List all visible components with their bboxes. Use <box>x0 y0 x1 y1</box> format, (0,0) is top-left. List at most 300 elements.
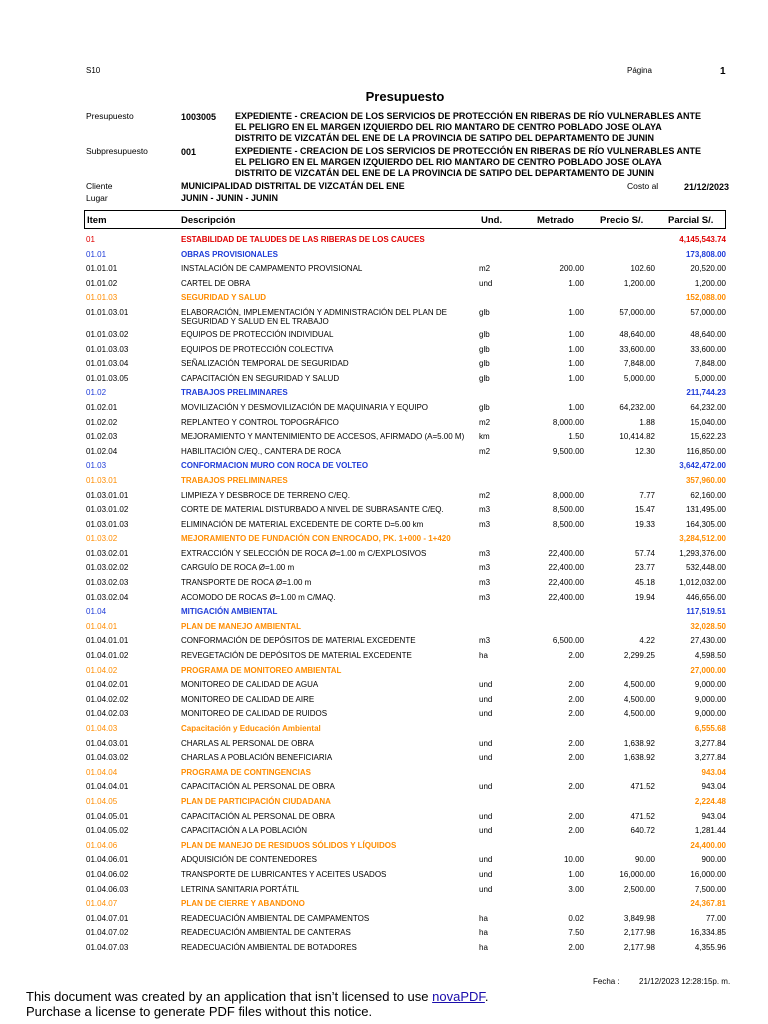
cell-parcial: 117,519.51 <box>686 607 726 617</box>
cell-parcial: 164,305.00 <box>685 519 726 529</box>
cell-precio: 16,000.00 <box>619 869 655 879</box>
cell-item: 01.04.02.02 <box>86 694 129 704</box>
table-row <box>0 489 768 504</box>
cell-precio: 45.18 <box>634 578 655 588</box>
cell-item: 01.02.03 <box>86 432 118 442</box>
cell-unit: und <box>479 709 493 719</box>
table-row <box>0 853 768 868</box>
cell-metrado: 22,400.00 <box>548 592 584 602</box>
cell-description: MONITOREO DE CALIDAD DE RUIDOS <box>181 709 328 719</box>
cell-parcial: 24,400.00 <box>690 840 726 850</box>
cell-parcial: 57,000.00 <box>690 307 726 317</box>
cell-unit: und <box>479 694 493 704</box>
cell-parcial: 48,640.00 <box>690 329 726 339</box>
cell-precio: 4,500.00 <box>623 680 655 690</box>
cell-precio: 19.33 <box>634 519 655 529</box>
cell-parcial: 4,145,543.74 <box>679 235 726 244</box>
cell-description: CONFORMACION MURO CON ROCA DE VOLTEO <box>181 461 369 471</box>
cell-metrado: 3.00 <box>568 884 584 894</box>
cell-unit: m2 <box>479 490 491 500</box>
cell-parcial: 4,355.96 <box>694 942 726 952</box>
cell-metrado: 2.00 <box>568 782 584 792</box>
cell-unit: glb <box>479 344 490 354</box>
cell-parcial: 3,277.84 <box>694 738 726 748</box>
cell-description: CAPACITACIÓN AL PERSONAL DE OBRA <box>181 811 335 821</box>
cell-item: 01.04.06.03 <box>86 884 129 894</box>
table-row <box>0 401 768 416</box>
table-row <box>0 503 768 518</box>
cell-description: CHARLAS A POBLACIÓN BENEFICIARIA <box>181 753 333 763</box>
notice-line-2: Purchase a license to generate PDF files without this notice. <box>26 1004 373 1019</box>
cell-description: MEJORAMIENTO Y MANTENIMIENTO DE ACCESOS, AFIRMADO (A=5.00 M) <box>181 432 465 442</box>
cell-parcial: 5,000.00 <box>694 373 726 383</box>
budget-table-body <box>0 233 768 956</box>
cell-description: ACOMODO DE ROCAS Ø=1.00 m C/MAQ. <box>181 592 336 602</box>
table-row-group <box>0 664 768 679</box>
cell-description: EQUIPOS DE PROTECCIÓN COLECTIVA <box>181 344 334 354</box>
cell-precio: 2,177.98 <box>623 942 655 952</box>
table-row <box>0 262 768 277</box>
cell-description: LIMPIEZA Y DESBROCE DE TERRENO C/EQ. <box>181 490 350 500</box>
cell-parcial: 16,334.85 <box>690 928 726 938</box>
cell-unit: km <box>479 432 490 442</box>
cell-metrado: 1.00 <box>568 373 584 383</box>
cell-unit: m3 <box>479 592 491 602</box>
cell-precio: 48,640.00 <box>619 329 655 339</box>
cell-description: TRANSPORTE DE ROCA Ø=1.00 m <box>181 578 312 588</box>
cell-unit: glb <box>479 373 490 383</box>
cell-metrado: 1.00 <box>568 329 584 339</box>
cell-item: 01.02 <box>86 388 107 398</box>
cell-metrado: 8,500.00 <box>552 505 584 515</box>
cell-unit: m3 <box>479 519 491 529</box>
table-row <box>0 445 768 460</box>
cell-item: 01.03.02.01 <box>86 548 129 558</box>
cell-item: 01.04 <box>86 607 107 617</box>
cell-precio: 102.60 <box>630 264 655 274</box>
table-row <box>0 912 768 927</box>
cell-unit: m3 <box>479 578 491 588</box>
cell-unit: m3 <box>479 563 491 573</box>
cell-description: ELIMINACIÓN DE MATERIAL EXCEDENTE DE CORTE D=5.00 km <box>181 519 424 529</box>
table-row <box>0 561 768 576</box>
cell-unit: und <box>479 680 493 690</box>
report-code: S10 <box>86 66 101 75</box>
cell-item: 01.04.05.01 <box>86 811 129 821</box>
table-row <box>0 357 768 372</box>
cell-description: CARTEL DE OBRA <box>181 278 251 288</box>
cell-parcial: 1,281.44 <box>694 826 726 836</box>
presupuesto-label: Presupuesto <box>86 111 134 121</box>
page-title: Presupuesto <box>365 89 445 104</box>
cell-parcial: 27,000.00 <box>690 665 726 675</box>
cell-parcial: 15,622.23 <box>690 432 726 442</box>
cell-item: 01.04.07.02 <box>86 928 129 938</box>
cliente-label: Cliente <box>86 181 113 191</box>
cell-metrado: 1.00 <box>568 307 584 317</box>
table-row <box>0 649 768 664</box>
cell-item: 01.03.01 <box>86 475 118 485</box>
cell-item: 01.04.01 <box>86 621 118 631</box>
cell-item: 01.03.02.03 <box>86 578 129 588</box>
cell-metrado: 6,500.00 <box>552 636 584 646</box>
cell-parcial: 6,555.68 <box>694 724 726 733</box>
table-row <box>0 372 768 387</box>
novapdf-link[interactable]: novaPDF <box>432 989 485 1004</box>
cell-item: 01.01.03 <box>86 293 118 303</box>
cell-parcial: 1,200.00 <box>694 278 726 288</box>
cell-unit: und <box>479 782 493 792</box>
cell-description: MONITOREO DE CALIDAD DE AIRE <box>181 694 315 704</box>
cell-unit: und <box>479 738 493 748</box>
table-row <box>0 634 768 649</box>
cell-unit: m3 <box>479 505 491 515</box>
costo-date: 21/12/2023 <box>684 182 730 192</box>
page-label: Página <box>627 66 652 75</box>
cell-item: 01.02.04 <box>86 446 118 456</box>
cell-metrado: 2.00 <box>568 942 584 952</box>
cell-item: 01.03.02 <box>86 534 118 544</box>
cell-parcial: 131,495.00 <box>685 505 726 515</box>
cell-parcial: 943.04 <box>701 811 726 821</box>
cell-parcial: 20,520.00 <box>690 264 726 274</box>
cell-precio: 4.22 <box>639 636 655 646</box>
cell-unit: m2 <box>479 264 491 274</box>
page-number: 1 <box>720 66 726 77</box>
column-parcial: Parcial S/. <box>668 215 714 226</box>
cell-item: 01.02.01 <box>86 402 118 412</box>
cell-description: READECUACIÓN AMBIENTAL DE CAMPAMENTOS <box>181 913 370 923</box>
cell-metrado: 22,400.00 <box>548 548 584 558</box>
cell-precio: 1.88 <box>639 417 655 427</box>
cell-description: CAPACITACIÓN EN SEGURIDAD Y SALUD <box>181 373 340 383</box>
cell-parcial: 33,600.00 <box>690 344 726 354</box>
cell-description: TRANSPORTE DE LUBRICANTES Y ACEITES USADOS <box>181 869 387 879</box>
cell-description: READECUACIÓN AMBIENTAL DE CANTERAS <box>181 928 351 938</box>
cell-precio: 7,848.00 <box>623 359 655 369</box>
cell-description: CONFORMACIÓN DE DEPÓSITOS DE MATERIAL EXCEDENTE <box>181 636 416 646</box>
cell-parcial: 173,808.00 <box>685 249 726 259</box>
cell-item: 01.01.03.03 <box>86 344 129 354</box>
column-metrado: Metrado <box>537 215 574 226</box>
cell-description: MOVILIZACIÓN Y DESMOVILIZACIÓN DE MAQUINARIA Y EQUIPO <box>181 402 429 412</box>
cell-description: MONITOREO DE CALIDAD DE AGUA <box>181 680 319 690</box>
cell-description: PLAN DE CIERRE Y ABANDONO <box>181 899 305 909</box>
cell-precio: 64,232.00 <box>619 402 655 412</box>
cell-item: 01.01.03.05 <box>86 373 129 383</box>
table-row <box>0 868 768 883</box>
cell-item: 01.01.03.04 <box>86 359 129 369</box>
cell-item: 01.04.06.02 <box>86 869 129 879</box>
cell-metrado: 1.00 <box>568 359 584 369</box>
table-row-group <box>0 291 768 306</box>
cell-unit: m3 <box>479 548 491 558</box>
cell-metrado: 22,400.00 <box>548 563 584 573</box>
cell-description: EXTRACCIÓN Y SELECCIÓN DE ROCA Ø=1.00 m C/EXPLOSIVOS <box>181 548 427 558</box>
cell-unit: und <box>479 753 493 763</box>
column-descripcion: Descripción <box>181 215 236 226</box>
cell-unit: und <box>479 884 493 894</box>
cell-precio: 19.94 <box>634 592 655 602</box>
column-und: Und. <box>481 215 503 226</box>
cell-metrado: 1.00 <box>568 869 584 879</box>
cell-description: MEJORAMIENTO DE FUNDACIÓN CON ENROCADO, PK. 1+000 - 1+420 <box>181 534 451 544</box>
subpresupuesto-description: EXPEDIENTE - CREACION DE LOS SERVICIOS DE PROTECCIÓN EN RIBERAS DE RÍO VULNERABLES ANTE EL PELIGRO EN EL MARGEN IZQUIERDO DEL RIO MANTARO DE CENTRO POBLADO JOSE OLAYA DISTRITO DE VIZCATÁN DEL ENE DE LA PROVINCIA DE SATIPO DEL DEPARTAMENTO DE JUNIN <box>235 146 702 178</box>
table-row <box>0 926 768 941</box>
cell-description: CORTE DE MATERIAL DISTURBADO A NIVEL DE SUBRASANTE C/EQ. <box>181 505 444 515</box>
fecha-value: 21/12/2023 12:28:15p. m. <box>639 977 731 986</box>
table-row-group <box>0 897 768 912</box>
cell-metrado: 8,000.00 <box>552 490 584 500</box>
cell-description: PROGRAMA DE CONTINGENCIAS <box>181 767 311 777</box>
cell-parcial: 9,000.00 <box>694 680 726 690</box>
cell-metrado: 0.02 <box>568 913 584 923</box>
cell-item: 01.04.01.01 <box>86 636 129 646</box>
cell-metrado: 22,400.00 <box>548 578 584 588</box>
cell-metrado: 10.00 <box>563 855 584 865</box>
cell-item: 01.04.03.01 <box>86 738 129 748</box>
table-row <box>0 591 768 606</box>
notice-line-1 <box>26 989 489 1004</box>
cell-metrado: 1.50 <box>568 432 584 442</box>
cell-unit: m2 <box>479 417 491 427</box>
cell-precio: 1,200.00 <box>623 278 655 288</box>
cell-precio: 2,299.25 <box>623 651 655 661</box>
cell-parcial: 77.00 <box>705 913 726 923</box>
table-row <box>0 416 768 431</box>
cell-description: INSTALACIÓN DE CAMPAMENTO PROVISIONAL <box>181 264 363 274</box>
table-row <box>0 277 768 292</box>
cell-metrado: 2.00 <box>568 753 584 763</box>
table-row <box>0 810 768 825</box>
cell-metrado: 2.00 <box>568 680 584 690</box>
cell-precio: 471.52 <box>630 782 655 792</box>
table-row <box>0 737 768 752</box>
table-row <box>0 824 768 839</box>
table-row <box>0 941 768 956</box>
cell-parcial: 32,028.50 <box>690 621 726 631</box>
cell-description: PLAN DE MANEJO AMBIENTAL <box>181 621 301 631</box>
cell-item: 01.04.04.01 <box>86 782 129 792</box>
cell-item: 01.01.03.02 <box>86 329 129 339</box>
cell-parcial: 15,040.00 <box>690 417 726 427</box>
cell-item: 01.04.02 <box>86 665 118 675</box>
cell-unit: und <box>479 869 493 879</box>
notice-text: This document was created by an application that isn’t licensed to use <box>26 989 433 1004</box>
cell-description: SEGURIDAD Y SALUD <box>181 293 267 303</box>
cell-precio: 23.77 <box>634 563 655 573</box>
cell-unit: glb <box>479 402 490 412</box>
cell-description: TRABAJOS PRELIMINARES <box>181 388 288 398</box>
cell-metrado: 2.00 <box>568 694 584 704</box>
cell-item: 01.04.03.02 <box>86 753 129 763</box>
cell-parcial: 24,367.81 <box>690 899 726 909</box>
cell-item: 01.04.06 <box>86 840 118 850</box>
cell-parcial: 27,430.00 <box>690 636 726 646</box>
cell-precio: 2,177.98 <box>623 928 655 938</box>
cell-unit: und <box>479 278 493 288</box>
cell-description: ESTABILIDAD DE TALUDES DE LAS RIBERAS DE LOS CAUCES <box>181 235 425 244</box>
cell-item: 01.04.02.01 <box>86 680 129 690</box>
cell-parcial: 4,598.50 <box>694 651 726 661</box>
cell-item: 01.01 <box>86 249 107 259</box>
cell-unit: glb <box>479 307 490 317</box>
table-row <box>0 707 768 722</box>
cell-item: 01.03.02.02 <box>86 563 129 573</box>
table-row-group <box>0 839 768 854</box>
cell-unit: glb <box>479 329 490 339</box>
table-row <box>0 518 768 533</box>
table-row-group <box>0 386 768 401</box>
cell-precio: 12.30 <box>634 446 655 456</box>
cell-description: MITIGACIÓN AMBIENTAL <box>181 607 278 617</box>
cell-item: 01.04.04 <box>86 767 118 777</box>
cell-description: ELABORACIÓN, IMPLEMENTACIÓN Y ADMINISTRACIÓN DEL PLAN DE SEGURIDAD Y SALUD EN EL TRABAJO <box>181 307 447 326</box>
cell-item: 01.04.07 <box>86 899 118 909</box>
cell-item: 01.04.07.03 <box>86 942 129 952</box>
cell-parcial: 152,088.00 <box>685 293 726 303</box>
cell-metrado: 8,000.00 <box>552 417 584 427</box>
cell-precio: 1,638.92 <box>623 738 655 748</box>
cell-metrado: 2.00 <box>568 709 584 719</box>
cell-item: 01.04.01.02 <box>86 651 129 661</box>
cell-precio: 15.47 <box>634 505 655 515</box>
cell-item: 01.04.07.01 <box>86 913 129 923</box>
table-row <box>0 883 768 898</box>
cell-metrado: 8,500.00 <box>552 519 584 529</box>
cell-precio: 4,500.00 <box>623 709 655 719</box>
cell-metrado: 2.00 <box>568 826 584 836</box>
column-item: Item <box>87 215 107 226</box>
cell-metrado: 7.50 <box>568 928 584 938</box>
cell-description: PROGRAMA DE MONITOREO AMBIENTAL <box>181 665 342 675</box>
cell-precio: 10,414.82 <box>619 432 655 442</box>
table-row-group <box>0 233 768 248</box>
license-notice <box>26 989 489 1019</box>
table-header <box>84 210 726 229</box>
cell-item: 01.04.05 <box>86 796 118 806</box>
cell-parcial: 3,277.84 <box>694 753 726 763</box>
presupuesto-description: EXPEDIENTE - CREACION DE LOS SERVICIOS DE PROTECCIÓN EN RIBERAS DE RÍO VULNERABLES ANTE EL PELIGRO EN EL MARGEN IZQUIERDO DEL RIO MANTARO DE CENTRO POBLADO JOSE OLAYA DISTRITO DE VIZCATÁN DEL ENE DE LA PROVINCIA DE SATIPO DEL DEPARTAMENTO DE JUNIN <box>235 111 702 143</box>
table-row-group <box>0 248 768 263</box>
cell-metrado: 2.00 <box>568 811 584 821</box>
lugar-value: JUNIN - JUNIN - JUNIN <box>181 193 279 203</box>
cell-unit: ha <box>479 928 488 938</box>
table-row <box>0 328 768 343</box>
cell-description: SEÑALIZACIÓN TEMPORAL DE SEGURIDAD <box>181 359 349 369</box>
table-row-group <box>0 620 768 635</box>
cell-precio: 471.52 <box>630 811 655 821</box>
lugar-label: Lugar <box>86 193 108 203</box>
cell-metrado: 2.00 <box>568 738 584 748</box>
cell-unit: und <box>479 826 493 836</box>
cell-item: 01 <box>86 235 95 244</box>
table-row-group <box>0 474 768 489</box>
cell-description: PLAN DE PARTICIPACIÓN CIUDADANA <box>181 796 331 806</box>
cell-unit: m3 <box>479 636 491 646</box>
cell-precio: 1,638.92 <box>623 753 655 763</box>
cell-item: 01.01.02 <box>86 278 118 288</box>
cell-parcial: 1,293,376.00 <box>679 548 726 558</box>
cell-parcial: 9,000.00 <box>694 709 726 719</box>
table-row <box>0 693 768 708</box>
cell-unit: m2 <box>479 446 491 456</box>
cell-precio: 7.77 <box>639 490 655 500</box>
cell-parcial: 62,160.00 <box>690 490 726 500</box>
cell-unit: ha <box>479 942 488 952</box>
table-row <box>0 547 768 562</box>
cell-description: OBRAS PROVISIONALES <box>181 249 278 259</box>
cell-item: 01.03.02.04 <box>86 592 129 602</box>
cell-description: CARGUÍO DE ROCA Ø=1.00 m <box>181 563 295 573</box>
cell-precio: 2,500.00 <box>623 884 655 894</box>
cell-description: LETRINA SANITARIA PORTÁTIL <box>181 884 299 894</box>
cell-item: 01.02.02 <box>86 417 118 427</box>
column-precio: Precio S/. <box>600 215 644 226</box>
table-row-group <box>0 532 768 547</box>
cell-description: READECUACIÓN AMBIENTAL DE BOTADORES <box>181 942 357 952</box>
fecha-label: Fecha : <box>593 977 620 986</box>
cell-precio: 4,500.00 <box>623 694 655 704</box>
cell-item: 01.01.03.01 <box>86 307 129 317</box>
cell-precio: 90.00 <box>634 855 655 865</box>
cell-description: Capacitación y Educación Ambiental <box>181 724 321 733</box>
cell-description: REVEGETACIÓN DE DEPÓSITOS DE MATERIAL EXCEDENTE <box>181 651 412 661</box>
cell-description: REPLANTEO Y CONTROL TOPOGRÁFICO <box>181 417 339 427</box>
cell-metrado: 200.00 <box>559 264 584 274</box>
cell-unit: und <box>479 855 493 865</box>
cell-parcial: 16,000.00 <box>690 869 726 879</box>
cell-unit: ha <box>479 651 488 661</box>
cell-parcial: 211,744.23 <box>686 388 726 398</box>
cell-parcial: 943.04 <box>701 782 726 792</box>
cell-parcial: 7,848.00 <box>694 359 726 369</box>
cell-precio: 5,000.00 <box>623 373 655 383</box>
table-row <box>0 780 768 795</box>
cell-parcial: 446,656.00 <box>685 592 726 602</box>
cell-metrado: 1.00 <box>568 278 584 288</box>
table-row <box>0 306 768 328</box>
cell-parcial: 900.00 <box>701 855 726 865</box>
cell-parcial: 7,500.00 <box>694 884 726 894</box>
cell-description: HABILITACIÓN C/EQ., CANTERA DE ROCA <box>181 446 341 456</box>
subpresupuesto-label: Subpresupuesto <box>86 146 148 156</box>
table-row-group <box>0 722 768 737</box>
table-row <box>0 343 768 358</box>
cell-parcial: 64,232.00 <box>690 402 726 412</box>
cell-parcial: 357,960.00 <box>685 475 726 485</box>
cell-precio: 3,849.98 <box>623 913 655 923</box>
cell-parcial: 9,000.00 <box>694 694 726 704</box>
cell-unit: glb <box>479 359 490 369</box>
cell-item: 01.01.01 <box>86 264 118 274</box>
table-row <box>0 751 768 766</box>
cell-description: TRABAJOS PRELIMINARES <box>181 475 288 485</box>
cell-precio: 33,600.00 <box>619 344 655 354</box>
cell-item: 01.03 <box>86 461 107 471</box>
cell-item: 01.04.02.03 <box>86 709 129 719</box>
cell-description: CHARLAS AL PERSONAL DE OBRA <box>181 738 314 748</box>
cell-item: 01.03.01.01 <box>86 490 129 500</box>
cell-metrado: 2.00 <box>568 651 584 661</box>
cell-parcial: 943.04 <box>701 767 726 777</box>
cell-parcial: 3,642,472.00 <box>679 461 726 471</box>
cell-description: PLAN DE MANEJO DE RESIDUOS SÓLIDOS Y LÍQUIDOS <box>181 840 397 850</box>
table-row <box>0 576 768 591</box>
cell-parcial: 116,850.00 <box>686 446 726 456</box>
cell-description: CAPACITACIÓN A LA POBLACIÓN <box>181 826 307 836</box>
cell-precio: 57,000.00 <box>619 307 655 317</box>
